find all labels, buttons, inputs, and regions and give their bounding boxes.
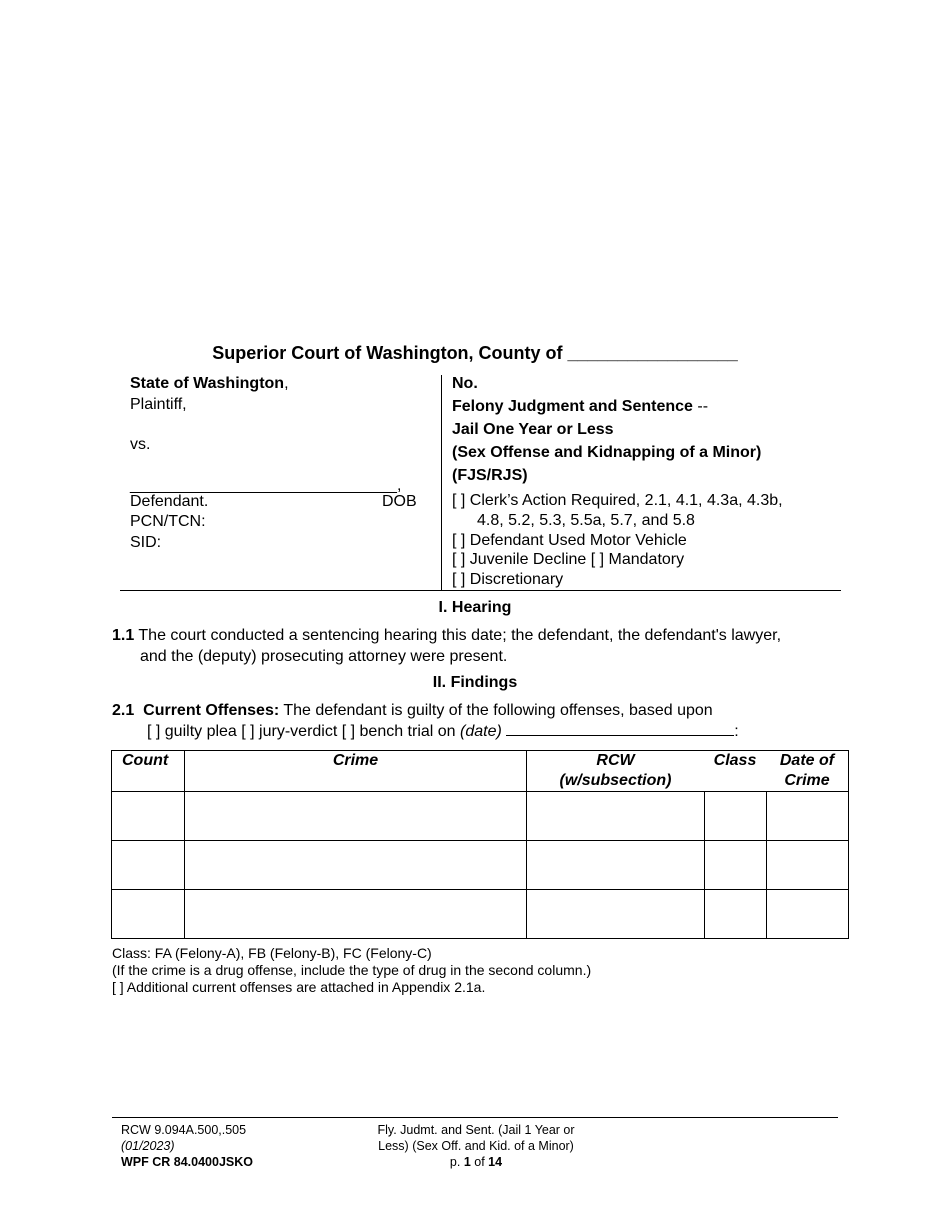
header-rcw-line1: RCW [596,752,635,769]
plea-options-line [147,721,739,741]
footer-date: (01/2023) [121,1139,175,1153]
form-title-dash: -- [692,398,709,415]
case-number-label: No. [452,375,478,392]
versus-label: vs. [130,436,151,453]
defendant-label: Defendant. [130,493,209,510]
count-cell[interactable] [112,841,185,890]
header-rcw-line2: (w/subsection) [559,772,672,789]
table-row [112,792,849,841]
hearing-paragraph-line2: and the (deputy) prosecuting attorney were present. [140,648,508,665]
rcw-cell[interactable] [527,890,705,939]
crime-cell[interactable] [185,841,527,890]
clerks-action-sections: 4.8, 5.2, 5.3, 5.5a, 5.7, and 5.8 [477,512,695,529]
date-label: (date) [460,723,502,740]
date-cell[interactable] [766,792,849,841]
rcw-cell[interactable] [527,792,705,841]
state-name: State of Washington [130,375,285,392]
header-count: Count [112,751,185,792]
class-cell[interactable] [704,890,766,939]
header-date [766,751,849,792]
header-crime: Crime [185,751,527,792]
form-title-line2: Jail One Year or Less [452,421,614,438]
caption-bottom-rule [120,590,841,591]
count-cell[interactable] [112,890,185,939]
hearing-paragraph-line1 [112,627,781,645]
header-class: Class [704,751,766,792]
page-number: 1 [463,1155,471,1169]
court-title: Superior Court of Washington, County of _________________ [212,343,738,363]
footer-desc-line1: Fly. Judmt. and Sent. (Jail 1 Year or [377,1123,575,1137]
footer-desc-line2: Less) (Sex Off. and Kid. of a Minor) [378,1139,574,1153]
table-row [112,890,849,939]
paragraph-number: 2.1 [112,702,135,719]
trial-date-field[interactable] [506,721,734,736]
footer-rcw: RCW 9.094A.500,.505 [121,1123,247,1137]
class-note: Class: FA (Felony-A), FB (Felony-B), FC (Felony-C) [112,945,432,961]
party-comma: , [284,375,289,392]
juvenile-decline-checkbox[interactable]: [ ] Juvenile Decline [ ] Mandatory [452,551,685,568]
form-title-line3: (Sex Offense and Kidnapping of a Minor) [452,444,762,461]
offenses-paragraph-line1 [112,702,713,720]
crime-cell[interactable] [185,890,527,939]
motor-vehicle-checkbox[interactable]: [ ] Defendant Used Motor Vehicle [452,532,687,549]
class-cell[interactable] [704,841,766,890]
section-hearing-heading: I. Hearing [438,599,512,616]
header-rcw [527,751,705,792]
caption-party [130,375,289,393]
footer-rule [112,1117,838,1118]
paragraph-number: 1.1 [112,627,135,644]
hearing-text: The court conducted a sentencing hearing this date; the defendant, the defendant's lawyer, [134,627,782,644]
table-row [112,841,849,890]
pcn-label: PCN/TCN: [130,513,206,530]
count-cell[interactable] [112,792,185,841]
appendix-checkbox[interactable]: [ ] Additional current offenses are attached in Appendix 2.1a. [112,979,486,995]
rcw-cell[interactable] [527,841,705,890]
sid-label: SID: [130,534,162,551]
offenses-subhead: Current Offenses: [143,702,280,719]
offenses-text: The defendant is guilty of the following offenses, based upon [279,702,713,719]
discretionary-checkbox[interactable]: [ ] Discretionary [452,571,564,588]
date-cell[interactable] [766,841,849,890]
drug-note: (If the crime is a drug offense, include the type of drug in the second column.) [112,962,592,978]
header-date-line2: Crime [784,772,830,789]
date-cell[interactable] [766,890,849,939]
offense-table-header [112,751,849,792]
section-findings-heading: II. Findings [432,674,518,691]
header-date-line1: Date of [779,752,835,769]
class-cell[interactable] [704,792,766,841]
form-title-line1 [452,398,708,416]
dob-label: DOB [382,493,417,510]
crime-cell[interactable] [185,792,527,841]
footer-center [350,1122,602,1170]
defendant-name-line[interactable]: ______________________________, [130,477,402,494]
date-colon: : [734,723,739,740]
footer-page-indicator [350,1154,602,1170]
footer-left [121,1122,253,1170]
offense-table [111,750,849,939]
clerks-action-checkbox[interactable]: [ ] Clerk’s Action Required, 2.1, 4.1, 4.3a, 4.3b, [452,492,783,509]
caption-divider [441,375,442,590]
plaintiff-label: Plaintiff, [130,396,187,413]
plea-checkboxes[interactable]: [ ] guilty plea [ ] jury-verdict [ ] bench trial on [147,723,461,740]
form-title-bold: Felony Judgment and Sentence [452,398,693,415]
page-total: 14 [488,1155,503,1169]
page-prefix: p. [449,1155,464,1169]
footer-form-id: WPF CR 84.0400JSKO [121,1155,253,1169]
form-title-line4: (FJS/RJS) [452,467,528,484]
page-of: of [470,1155,489,1169]
